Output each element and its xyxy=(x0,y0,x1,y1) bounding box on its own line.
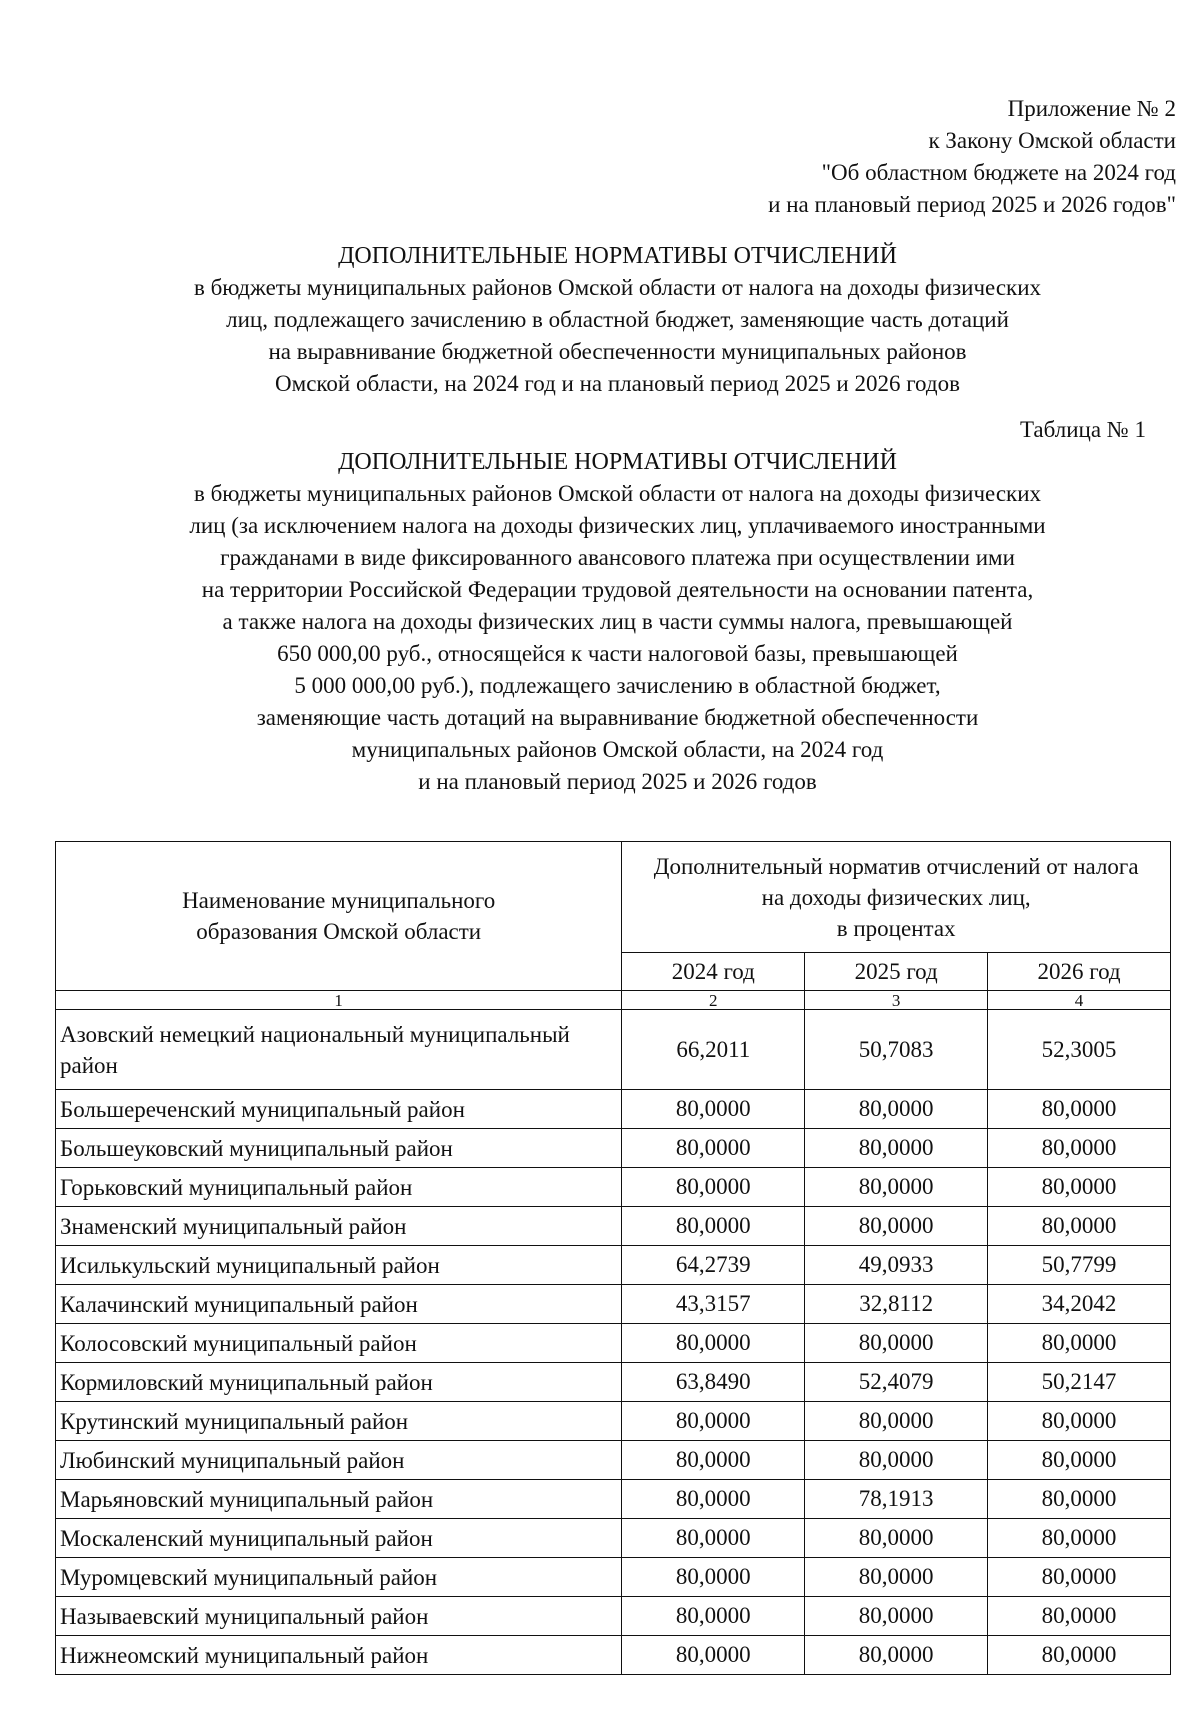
table-row xyxy=(56,1168,1171,1207)
value-2026-cell: 52,3005 xyxy=(988,1010,1171,1090)
column-header-norm xyxy=(622,842,1171,953)
table-row xyxy=(56,1363,1171,1402)
section-text-line: и на плановый период 2025 и 2026 годов xyxy=(418,769,817,794)
district-name-cell: Нижнеомский муниципальный район xyxy=(56,1636,622,1675)
section-text-line: 650 000,00 руб., относящейся к части налоговой базы, превышающей xyxy=(277,641,958,666)
value-2024-cell: 80,0000 xyxy=(622,1441,805,1480)
value-2025-cell: 80,0000 xyxy=(805,1441,988,1480)
header-line: на доходы физических лиц, xyxy=(761,884,1031,910)
norms-table xyxy=(55,841,1171,1675)
value-2024-cell: 80,0000 xyxy=(622,1207,805,1246)
district-name-cell: Марьяновский муниципальный район xyxy=(56,1480,622,1519)
value-2025-cell: 80,0000 xyxy=(805,1129,988,1168)
section-text-line: на территории Российской Федерации трудовой деятельности на основании патента, xyxy=(201,577,1034,602)
value-2024-cell: 80,0000 xyxy=(622,1480,805,1519)
header-line: образования Омской области xyxy=(196,919,482,944)
value-2026-cell: 80,0000 xyxy=(988,1597,1171,1636)
appendix-line: "Об областном бюджете на 2024 год xyxy=(821,160,1176,185)
appendix-header xyxy=(768,93,1176,221)
section-text-line: заменяющие часть дотаций на выравнивание бюджетной обеспеченности xyxy=(256,705,979,730)
value-2025-cell: 80,0000 xyxy=(805,1324,988,1363)
value-2025-cell: 80,0000 xyxy=(805,1519,988,1558)
district-name-cell: Москаленский муниципальный район xyxy=(56,1519,622,1558)
table-row xyxy=(56,1010,1171,1090)
value-2026-cell: 80,0000 xyxy=(988,1480,1171,1519)
column-header-year: 2026 год xyxy=(988,953,1171,991)
column-number: 4 xyxy=(988,991,1171,1010)
value-2024-cell: 80,0000 xyxy=(622,1636,805,1675)
section-text-line: а также налога на доходы физических лиц в части суммы налога, превышающей xyxy=(222,609,1013,634)
column-header-year: 2024 год xyxy=(622,953,805,991)
section-text-line: в бюджеты муниципальных районов Омской области от налога на доходы физических xyxy=(193,481,1042,506)
district-name-cell: Крутинский муниципальный район xyxy=(56,1402,622,1441)
district-name-cell: Любинский муниципальный район xyxy=(56,1441,622,1480)
value-2026-cell: 80,0000 xyxy=(988,1090,1171,1129)
district-name-cell: Называевский муниципальный район xyxy=(56,1597,622,1636)
district-name-cell: Муромцевский муниципальный район xyxy=(56,1558,622,1597)
value-2024-cell: 66,2011 xyxy=(622,1010,805,1090)
section-text-line: муниципальных районов Омской области, на 2024 год xyxy=(351,737,884,762)
column-number: 2 xyxy=(622,991,805,1010)
value-2024-cell: 80,0000 xyxy=(622,1168,805,1207)
value-2026-cell: 50,7799 xyxy=(988,1246,1171,1285)
value-2024-cell: 80,0000 xyxy=(622,1519,805,1558)
table-row xyxy=(56,1246,1171,1285)
section-text-line: в бюджеты муниципальных районов Омской области от налога на доходы физических xyxy=(193,275,1042,300)
district-name-cell: Исилькульский муниципальный район xyxy=(56,1246,622,1285)
value-2026-cell: 80,0000 xyxy=(988,1441,1171,1480)
value-2026-cell: 80,0000 xyxy=(988,1519,1171,1558)
value-2026-cell: 80,0000 xyxy=(988,1402,1171,1441)
value-2025-cell: 80,0000 xyxy=(805,1558,988,1597)
value-2026-cell: 80,0000 xyxy=(988,1207,1171,1246)
value-2026-cell: 80,0000 xyxy=(988,1168,1171,1207)
table-row xyxy=(56,1480,1171,1519)
appendix-line: и на плановый период 2025 и 2026 годов" xyxy=(768,192,1176,217)
section-text-line: 5 000 000,00 руб.), подлежащего зачислению в областной бюджет, xyxy=(294,673,941,698)
district-name-cell: Горьковский муниципальный район xyxy=(56,1168,622,1207)
section-text-line: на выравнивание бюджетной обеспеченности муниципальных районов xyxy=(268,339,967,364)
column-header-year: 2025 год xyxy=(805,953,988,991)
value-2024-cell: 80,0000 xyxy=(622,1402,805,1441)
table-row xyxy=(56,1090,1171,1129)
section-heading-general xyxy=(110,240,1125,400)
value-2026-cell: 80,0000 xyxy=(988,1324,1171,1363)
value-2024-cell: 63,8490 xyxy=(622,1363,805,1402)
section-text-line: гражданами в виде фиксированного авансового платежа при осуществлении ими xyxy=(220,545,1015,570)
section-text-line: Омской области, на 2024 год и на плановый период 2025 и 2026 годов xyxy=(275,371,960,396)
header-line: в процентах xyxy=(836,915,956,941)
district-name-cell: Кормиловский муниципальный район xyxy=(56,1363,622,1402)
header-line: Наименование муниципального xyxy=(182,888,496,913)
district-name-cell: Калачинский муниципальный район xyxy=(56,1285,622,1324)
column-number: 1 xyxy=(56,991,622,1010)
value-2025-cell: 80,0000 xyxy=(805,1636,988,1675)
appendix-line: к Закону Омской области xyxy=(928,128,1176,153)
value-2025-cell: 80,0000 xyxy=(805,1090,988,1129)
value-2026-cell: 34,2042 xyxy=(988,1285,1171,1324)
table-row xyxy=(56,1519,1171,1558)
value-2026-cell: 80,0000 xyxy=(988,1636,1171,1675)
column-header-name xyxy=(56,842,622,991)
value-2026-cell: 50,2147 xyxy=(988,1363,1171,1402)
section-text-line: лиц (за исключением налога на доходы физических лиц, уплачиваемого иностранными xyxy=(189,513,1046,538)
value-2024-cell: 64,2739 xyxy=(622,1246,805,1285)
table-number-label: Таблица № 1 xyxy=(1019,417,1146,442)
table-body xyxy=(56,1010,1171,1675)
value-2025-cell: 32,8112 xyxy=(805,1285,988,1324)
district-name-cell: Колосовский муниципальный район xyxy=(56,1324,622,1363)
table-row xyxy=(56,1558,1171,1597)
district-name-cell: Большеуковский муниципальный район xyxy=(56,1129,622,1168)
value-2025-cell: 49,0933 xyxy=(805,1246,988,1285)
table-row xyxy=(56,1324,1171,1363)
table-row xyxy=(56,1207,1171,1246)
appendix-line: Приложение № 2 xyxy=(1007,96,1176,121)
value-2025-cell: 80,0000 xyxy=(805,1402,988,1441)
district-name-cell: Знаменский муниципальный район xyxy=(56,1207,622,1246)
header-line: Дополнительный норматив отчислений от налога xyxy=(653,853,1139,879)
table-row xyxy=(56,1285,1171,1324)
value-2026-cell: 80,0000 xyxy=(988,1129,1171,1168)
value-2026-cell: 80,0000 xyxy=(988,1558,1171,1597)
value-2025-cell: 80,0000 xyxy=(805,1207,988,1246)
value-2024-cell: 80,0000 xyxy=(622,1597,805,1636)
section-heading-table xyxy=(110,446,1125,798)
section-title: ДОПОЛНИТЕЛЬНЫЕ НОРМАТИВЫ ОТЧИСЛЕНИЙ xyxy=(338,449,897,475)
value-2024-cell: 43,3157 xyxy=(622,1285,805,1324)
section-title: ДОПОЛНИТЕЛЬНЫЕ НОРМАТИВЫ ОТЧИСЛЕНИЙ xyxy=(338,243,897,269)
section-text-line: лиц, подлежащего зачислению в областной бюджет, заменяющие часть дотаций xyxy=(226,307,1009,332)
district-name-cell: Большереченский муниципальный район xyxy=(56,1090,622,1129)
table-row xyxy=(56,1636,1171,1675)
column-number: 3 xyxy=(805,991,988,1010)
table-row xyxy=(56,1129,1171,1168)
value-2025-cell: 52,4079 xyxy=(805,1363,988,1402)
table-row xyxy=(56,1441,1171,1480)
value-2024-cell: 80,0000 xyxy=(622,1558,805,1597)
district-name-cell: Азовский немецкий национальный муниципальный район xyxy=(56,1010,622,1090)
table-row xyxy=(56,1597,1171,1636)
value-2025-cell: 80,0000 xyxy=(805,1597,988,1636)
value-2025-cell: 78,1913 xyxy=(805,1480,988,1519)
value-2025-cell: 50,7083 xyxy=(805,1010,988,1090)
table-row xyxy=(56,1402,1171,1441)
value-2024-cell: 80,0000 xyxy=(622,1324,805,1363)
value-2025-cell: 80,0000 xyxy=(805,1168,988,1207)
value-2024-cell: 80,0000 xyxy=(622,1090,805,1129)
value-2024-cell: 80,0000 xyxy=(622,1129,805,1168)
